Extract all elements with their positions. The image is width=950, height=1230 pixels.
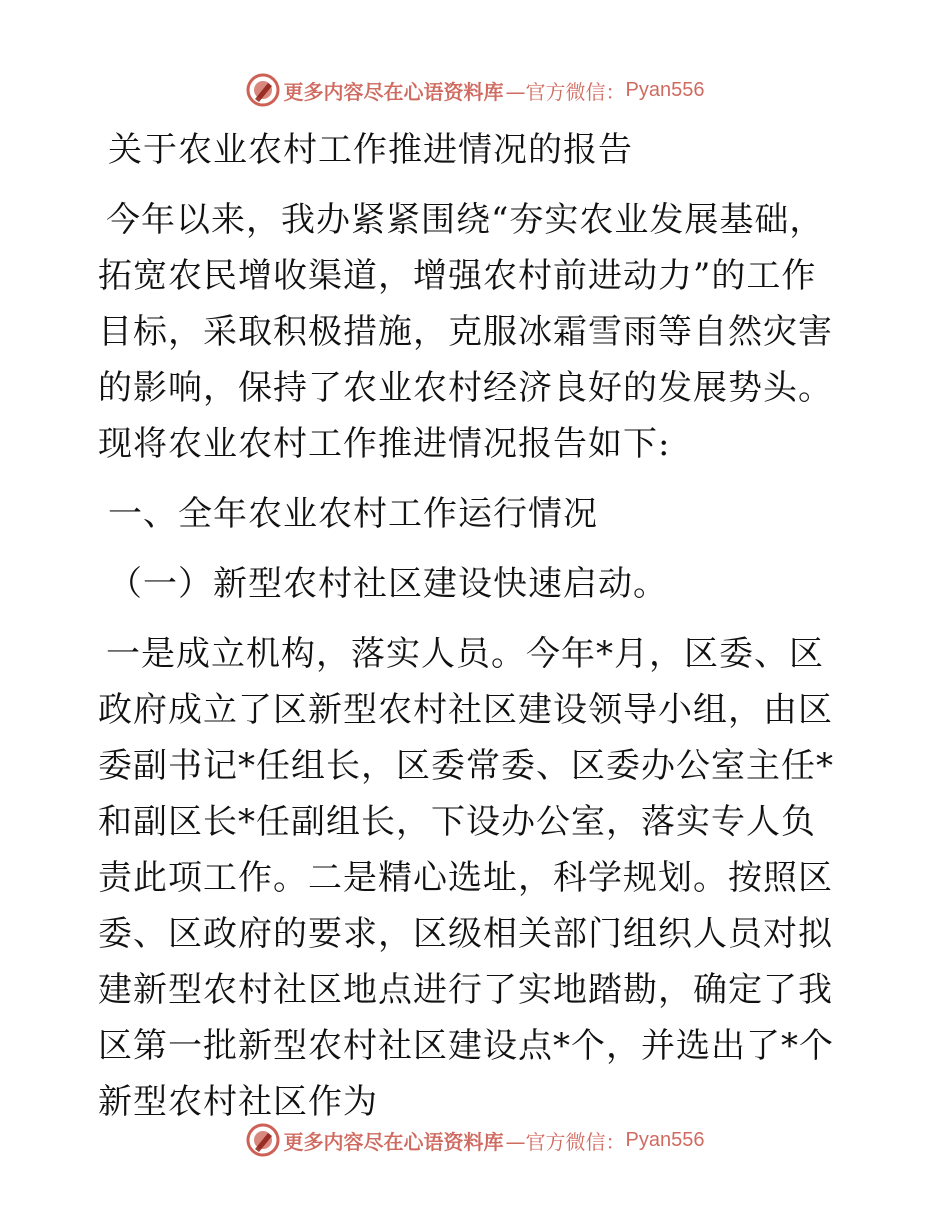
- body-paragraph: 一是成立机构，落实人员。今年*月，区委、区政府成立了区新型农村社区建设领导小组，由区委副书记*任组长，区委常委、区委办公室主任*和副区长*任副组长，下设办公室，落实专人负责此项工作。二是精心选址，科学规划。按照区委、区政府的要求，区级相关部门组织人员对拟建新型农村社区地点进行了实地踏勘，确定了我区第一批新型农村社区建设点*个，并选出了*个新型农村社区作为: [98, 634, 834, 1122]
- watermark-dash-text: —官方微信：: [505, 1129, 626, 1154]
- watermark-dash-text: —官方微信：: [505, 79, 626, 104]
- watermark-main-text: 更多内容尽在心语资料库: [283, 79, 504, 104]
- document-body: [98, 122, 850, 1130]
- pen-logo-icon: [246, 1123, 280, 1157]
- pen-logo-icon: [246, 73, 280, 107]
- watermark-main-text: 更多内容尽在心语资料库: [283, 1129, 504, 1154]
- watermark-wechat-id: Pyan556: [625, 1128, 705, 1151]
- watermark-banner-bottom: [0, 1120, 950, 1160]
- intro-paragraph: 今年以来，我办紧紧围绕“夯实农业发展基础，拓宽农民增收渠道，增强农村前进动力”的工作目标，采取积极措施，克服冰霜雪雨等自然灾害的影响，保持了农业农村经济良好的发展势头。现将农业农村工作推进情况报告如下:: [98, 200, 833, 464]
- document-title: 关于农业农村工作推进情况的报告: [108, 130, 633, 170]
- watermark-banner-top: [0, 70, 950, 110]
- watermark-wechat-id: Pyan556: [625, 78, 705, 101]
- section-heading: 一、全年农业农村工作运行情况: [108, 494, 598, 534]
- subsection-heading: （一）新型农村社区建设快速启动。: [108, 564, 668, 604]
